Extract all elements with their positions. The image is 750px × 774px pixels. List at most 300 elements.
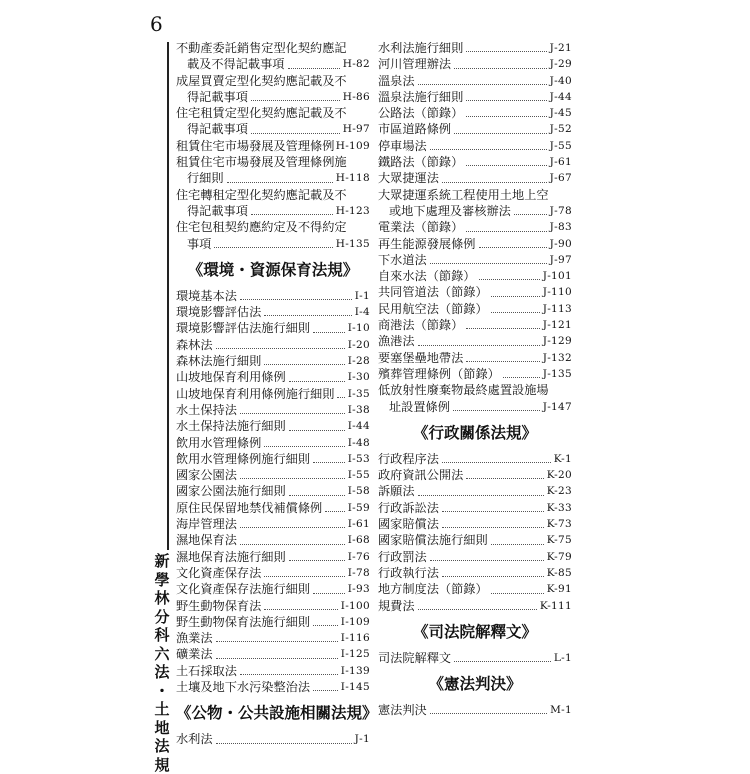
toc-entry-line — [378, 516, 572, 532]
toc-page-number: K-1 — [554, 451, 572, 467]
toc-entry-line — [378, 451, 572, 467]
toc-page-number: J-132 — [543, 350, 572, 366]
toc-entry-title: 行政罰法 — [378, 549, 427, 565]
toc-page-number: H-118 — [336, 170, 370, 186]
toc-entry-title: 文化資產保存法 — [176, 565, 261, 581]
toc-entry-line — [176, 386, 370, 402]
toc-entry-title: 或地下處理及審核辦法 — [378, 203, 511, 219]
spine-char: 六 — [152, 645, 172, 664]
toc-page-number: K-73 — [547, 516, 572, 532]
toc-entry-title: 河川管理辦法 — [378, 56, 451, 72]
toc-entry-line — [378, 532, 572, 548]
toc-entry-title: 國家公園法 — [176, 467, 237, 483]
toc-entry-title: 森林法 — [176, 337, 213, 353]
dot-leader — [264, 364, 345, 365]
toc-page-number: I-4 — [355, 304, 370, 320]
toc-entry-line — [378, 317, 572, 333]
toc-entry-title: 環境影響評估法 — [176, 304, 261, 320]
dot-leader — [479, 247, 547, 248]
toc-entry-line — [378, 284, 572, 300]
toc-page-number: I-109 — [341, 614, 370, 630]
section-heading: 《公物・公共設施相關法規》 — [176, 695, 370, 731]
spine-char: 地 — [152, 719, 172, 738]
spine-title — [152, 552, 172, 774]
toc-entry-line — [176, 451, 370, 467]
dot-leader — [264, 315, 352, 316]
toc-entry-line — [176, 646, 370, 662]
toc-entry-line — [378, 40, 572, 56]
toc-page-number: I-48 — [348, 435, 370, 451]
toc-entry-title: 漁港法 — [378, 333, 415, 349]
toc-entry-title: 住宅轉租定型化契約應記載及不 — [176, 187, 347, 203]
toc-entry-line — [176, 402, 370, 418]
toc-entry-line — [378, 581, 572, 597]
dot-leader — [466, 165, 547, 166]
toc-page-number: M-1 — [550, 702, 572, 718]
toc-page-number: J-113 — [543, 301, 572, 317]
toc-entry-title: 野生動物保育法施行細則 — [176, 614, 310, 630]
toc-page-number: H-123 — [336, 203, 370, 219]
toc-entry-line — [378, 350, 572, 366]
dot-leader — [216, 658, 338, 659]
toc-entry-line — [176, 731, 370, 747]
toc-entry-title: 溫泉法施行細則 — [378, 89, 463, 105]
section-heading: 《行政關係法規》 — [378, 415, 572, 451]
toc-entry-line — [378, 650, 572, 666]
toc-page-number: J-90 — [550, 236, 572, 252]
dot-leader — [313, 332, 345, 333]
toc-entry-title: 停車場法 — [378, 138, 427, 154]
toc-entry-line — [176, 500, 370, 516]
toc-entry-line — [176, 467, 370, 483]
dot-leader — [466, 116, 547, 117]
toc-page-number: I-58 — [348, 483, 370, 499]
toc-entry-line — [176, 435, 370, 451]
dot-leader — [454, 661, 551, 662]
toc-entry-line — [378, 598, 572, 614]
toc-page-number: K-91 — [547, 581, 572, 597]
spine-char: 法 — [152, 663, 172, 682]
toc-page-number: I-68 — [348, 532, 370, 548]
dot-leader — [418, 84, 547, 85]
toc-entry-line — [378, 236, 572, 252]
toc-entry-title: 環境基本法 — [176, 288, 237, 304]
toc-entry-line — [176, 581, 370, 597]
toc-entry-title: 殯葬管理條例（節錄） — [378, 366, 500, 382]
dot-leader — [442, 182, 547, 183]
dot-leader — [466, 100, 547, 101]
toc-entry-title: 民用航空法（節錄） — [378, 301, 488, 317]
toc-entry-title: 土石採取法 — [176, 663, 237, 679]
dot-leader — [216, 348, 345, 349]
toc-entry-title: 大眾捷運法 — [378, 170, 439, 186]
toc-entry-title: 憲法判決 — [378, 702, 427, 718]
toc-entry-title: 水土保持法 — [176, 402, 237, 418]
dot-leader — [337, 397, 345, 398]
toc-page-number: J-121 — [543, 317, 572, 333]
toc-page-number: H-109 — [336, 138, 370, 154]
toc-entry-title: 市區道路條例 — [378, 121, 451, 137]
toc-page-number: J-40 — [550, 73, 572, 89]
dot-leader — [251, 100, 340, 101]
toc-entry-line — [176, 203, 370, 219]
toc-entry-title: 租賃住宅市場發展及管理條例施 — [176, 154, 347, 170]
toc-page-number: H-135 — [336, 236, 370, 252]
toc-entry-line — [378, 187, 572, 203]
toc-left-column — [176, 40, 370, 748]
spine-char: 法 — [152, 737, 172, 756]
toc-page-number: I-10 — [348, 320, 370, 336]
toc-entry-line — [176, 337, 370, 353]
dot-leader — [466, 328, 540, 329]
toc-entry-line — [176, 73, 370, 89]
toc-entry-title: 租賃住宅市場發展及管理條例 — [176, 138, 334, 154]
toc-page-number: I-76 — [348, 549, 370, 565]
toc-entry-title: 下水道法 — [378, 252, 427, 268]
toc-right-column — [378, 40, 572, 718]
toc-page-number: I-44 — [348, 418, 370, 434]
toc-entry-title: 水利法施行細則 — [378, 40, 463, 56]
toc-entry-title: 土壤及地下水污染整治法 — [176, 679, 310, 695]
dot-leader — [466, 51, 547, 52]
dot-leader — [454, 68, 547, 69]
toc-entry-line — [176, 614, 370, 630]
toc-page-number: I-125 — [341, 646, 370, 662]
toc-page-number: J-147 — [543, 399, 572, 415]
toc-page-number: K-85 — [547, 565, 572, 581]
dot-leader — [227, 182, 333, 183]
toc-entry-line — [378, 483, 572, 499]
toc-entry-title: 址設置條例 — [378, 399, 450, 415]
dot-leader — [240, 544, 345, 545]
dot-leader — [466, 361, 540, 362]
toc-entry-line — [378, 565, 572, 581]
toc-page-number: J-67 — [550, 170, 572, 186]
toc-entry-line — [176, 236, 370, 252]
dot-leader — [240, 413, 345, 414]
toc-entry-line — [378, 268, 572, 284]
dot-leader — [418, 345, 540, 346]
toc-page-number: I-59 — [348, 500, 370, 516]
toc-entry-title: 行政程序法 — [378, 451, 439, 467]
dot-leader — [491, 296, 540, 297]
toc-page-number: H-97 — [343, 121, 370, 137]
dot-leader — [430, 713, 547, 714]
dot-leader — [430, 263, 547, 264]
toc-entry-line — [378, 89, 572, 105]
toc-page-number: I-20 — [348, 337, 370, 353]
toc-entry-title: 政府資訊公開法 — [378, 467, 463, 483]
toc-page-number: K-75 — [547, 532, 572, 548]
toc-entry-line — [378, 56, 572, 72]
toc-entry-title: 溫泉法 — [378, 73, 415, 89]
dot-leader — [418, 609, 537, 610]
toc-page-number: J-45 — [550, 105, 572, 121]
dot-leader — [264, 446, 345, 447]
toc-page-number: I-93 — [348, 581, 370, 597]
toc-entry-title: 國家賠償法施行細則 — [378, 532, 488, 548]
toc-entry-title: 原住民保留地禁伐補償條例 — [176, 500, 322, 516]
dot-leader — [503, 377, 540, 378]
toc-entry-line — [378, 170, 572, 186]
toc-entry-line — [176, 320, 370, 336]
dot-leader — [479, 279, 540, 280]
toc-page-number: J-101 — [543, 268, 572, 284]
dot-leader — [491, 312, 540, 313]
dot-leader — [466, 231, 547, 232]
toc-entry-line — [176, 483, 370, 499]
toc-entry-line — [378, 219, 572, 235]
toc-entry-title: 水土保持法施行細則 — [176, 418, 286, 434]
dot-leader — [430, 149, 547, 150]
toc-entry-line — [176, 353, 370, 369]
toc-entry-line — [176, 138, 370, 154]
toc-page-number: J-52 — [550, 121, 572, 137]
toc-entry-title: 行細則 — [176, 170, 224, 186]
toc-entry-line — [176, 369, 370, 385]
toc-entry-line — [378, 333, 572, 349]
toc-entry-line — [176, 549, 370, 565]
spine-char: ・ — [152, 682, 172, 701]
toc-page-number: J-61 — [550, 154, 572, 170]
dot-leader — [491, 544, 544, 545]
dot-leader — [264, 609, 338, 610]
spine-char: 新 — [152, 552, 172, 571]
toc-entry-title: 不動產委託銷售定型化契約應記 — [176, 40, 347, 56]
toc-entry-title: 規費法 — [378, 598, 415, 614]
toc-entry-title: 野生動物保育法 — [176, 598, 261, 614]
toc-entry-title: 海岸管理法 — [176, 516, 237, 532]
toc-entry-title: 大眾捷運系統工程使用土地上空 — [378, 187, 549, 203]
toc-entry-line — [176, 663, 370, 679]
toc-page-number: I-61 — [348, 516, 370, 532]
toc-entry-line — [378, 138, 572, 154]
toc-entry-line — [378, 467, 572, 483]
toc-entry-title: 飲用水管理條例 — [176, 435, 261, 451]
toc-page-number: I-100 — [341, 598, 370, 614]
dot-leader — [251, 214, 333, 215]
page-number: 6 — [150, 12, 163, 36]
dot-leader — [418, 495, 544, 496]
dot-leader — [264, 576, 345, 577]
toc-entry-line — [378, 121, 572, 137]
toc-entry-title: 公路法（節錄） — [378, 105, 463, 121]
dot-leader — [240, 299, 352, 300]
toc-entry-line — [176, 598, 370, 614]
toc-page-number: K-33 — [547, 500, 572, 516]
section-heading: 《司法院解釋文》 — [378, 614, 572, 650]
toc-page-number: I-30 — [348, 369, 370, 385]
toc-entry-title: 再生能源發展條例 — [378, 236, 476, 252]
spine-char: 分 — [152, 608, 172, 627]
toc-entry-line — [378, 252, 572, 268]
toc-entry-title: 要塞堡壘地帶法 — [378, 350, 463, 366]
dot-leader — [289, 560, 345, 561]
toc-entry-title: 得記載事項 — [176, 203, 248, 219]
toc-entry-line — [176, 304, 370, 320]
toc-page-number: I-145 — [341, 679, 370, 695]
dot-leader — [240, 527, 345, 528]
toc-entry-line — [176, 89, 370, 105]
dot-leader — [216, 743, 352, 744]
toc-page-number: I-38 — [348, 402, 370, 418]
toc-page-number: H-82 — [343, 56, 370, 72]
dot-leader — [289, 430, 345, 431]
dot-leader — [216, 641, 338, 642]
toc-entry-title: 電業法（節錄） — [378, 219, 463, 235]
toc-entry-title: 山坡地保育利用條例施行細則 — [176, 386, 334, 402]
toc-entry-title: 水利法 — [176, 731, 213, 747]
dot-leader — [313, 462, 345, 463]
toc-entry-line — [176, 170, 370, 186]
toc-page-number: J-29 — [550, 56, 572, 72]
toc-page-number: J-83 — [550, 219, 572, 235]
toc-entry-title: 訴願法 — [378, 483, 415, 499]
toc-entry-title: 低放射性廢棄物最終處置設施場 — [378, 382, 549, 398]
dot-leader — [454, 133, 547, 134]
toc-entry-title: 礦業法 — [176, 646, 213, 662]
spine-char: 學 — [152, 571, 172, 590]
toc-entry-title: 載及不得記載事項 — [176, 56, 285, 72]
spine-char: 土 — [152, 700, 172, 719]
toc-entry-title: 國家公園法施行細則 — [176, 483, 286, 499]
dot-leader — [313, 690, 338, 691]
toc-entry-title: 飲用水管理條例施行細則 — [176, 451, 310, 467]
toc-entry-title: 山坡地保育利用條例 — [176, 369, 286, 385]
toc-entry-line — [176, 187, 370, 203]
toc-page-number: I-1 — [355, 288, 370, 304]
toc-entry-title: 司法院解釋文 — [378, 650, 451, 666]
toc-entry-line — [378, 549, 572, 565]
dot-leader — [240, 478, 345, 479]
dot-leader — [313, 593, 345, 594]
dot-leader — [442, 511, 544, 512]
toc-page-number: J-21 — [550, 40, 572, 56]
toc-entry-line — [176, 565, 370, 581]
dot-leader — [491, 593, 544, 594]
toc-entry-line — [176, 516, 370, 532]
toc-entry-line — [176, 219, 370, 235]
toc-entry-line — [176, 121, 370, 137]
toc-page-number: J-44 — [550, 89, 572, 105]
toc-entry-line — [378, 203, 572, 219]
dot-leader — [288, 68, 340, 69]
toc-entry-title: 森林法施行細則 — [176, 353, 261, 369]
dot-leader — [442, 576, 544, 577]
toc-entry-title: 住宅包租契約應約定及不得約定 — [176, 219, 347, 235]
dot-leader — [514, 214, 547, 215]
toc-entry-line — [176, 288, 370, 304]
toc-page-number: K-111 — [540, 598, 572, 614]
toc-page-number: K-79 — [547, 549, 572, 565]
toc-entry-title: 濕地保育法施行細則 — [176, 549, 286, 565]
toc-entry-line — [378, 105, 572, 121]
toc-entry-title: 得記載事項 — [176, 89, 248, 105]
toc-entry-line — [176, 56, 370, 72]
toc-entry-line — [176, 418, 370, 434]
dot-leader — [430, 560, 544, 561]
toc-entry-title: 住宅租賃定型化契約應記載及不 — [176, 105, 347, 121]
toc-page-number: L-1 — [554, 650, 572, 666]
dot-leader — [214, 247, 333, 248]
toc-page-number: J-110 — [543, 284, 572, 300]
toc-entry-line — [378, 702, 572, 718]
toc-entry-line — [176, 154, 370, 170]
toc-entry-title: 共同管道法（節錄） — [378, 284, 488, 300]
toc-entry-title: 環境影響評估法施行細則 — [176, 320, 310, 336]
dot-leader — [251, 133, 340, 134]
toc-entry-line — [176, 532, 370, 548]
toc-entry-line — [176, 40, 370, 56]
toc-entry-title: 濕地保育法 — [176, 532, 237, 548]
column-divider-line — [167, 42, 169, 550]
section-heading: 《環境・資源保育法規》 — [176, 252, 370, 288]
toc-entry-title: 國家賠償法 — [378, 516, 439, 532]
spine-char: 科 — [152, 626, 172, 645]
toc-entry-line — [378, 366, 572, 382]
toc-page-number: J-78 — [550, 203, 572, 219]
toc-entry-line — [378, 73, 572, 89]
toc-entry-line — [378, 382, 572, 398]
toc-entry-title: 自來水法（節錄） — [378, 268, 476, 284]
toc-page-number: J-1 — [355, 731, 370, 747]
dot-leader — [240, 674, 338, 675]
toc-entry-title: 文化資產保存法施行細則 — [176, 581, 310, 597]
toc-page-number: I-35 — [348, 386, 370, 402]
toc-page-number: I-78 — [348, 565, 370, 581]
toc-entry-title: 商港法（節錄） — [378, 317, 463, 333]
toc-entry-title: 成屋買賣定型化契約應記載及不 — [176, 73, 347, 89]
toc-page-number: J-135 — [543, 366, 572, 382]
toc-page-number: K-23 — [547, 483, 572, 499]
toc-entry-title: 得記載事項 — [176, 121, 248, 137]
toc-page-number: I-53 — [348, 451, 370, 467]
dot-leader — [442, 527, 544, 528]
dot-leader — [313, 625, 338, 626]
dot-leader — [289, 495, 345, 496]
dot-leader — [289, 381, 345, 382]
toc-page-number: K-20 — [547, 467, 572, 483]
toc-entry-title: 行政訴訟法 — [378, 500, 439, 516]
toc-entry-title: 鐵路法（節錄） — [378, 154, 463, 170]
toc-entry-title: 地方制度法（節錄） — [378, 581, 488, 597]
toc-page-number: J-97 — [550, 252, 572, 268]
toc-page-number: J-55 — [550, 138, 572, 154]
toc-entry-line — [176, 105, 370, 121]
spine-char: 林 — [152, 589, 172, 608]
toc-entry-title: 事項 — [176, 236, 211, 252]
toc-page-number: I-55 — [348, 467, 370, 483]
toc-entry-line — [176, 679, 370, 695]
toc-entry-line — [378, 500, 572, 516]
toc-entry-line — [176, 630, 370, 646]
toc-entry-line — [378, 301, 572, 317]
spine-char: 規 — [152, 756, 172, 774]
toc-entry-line — [378, 154, 572, 170]
toc-page-number: J-129 — [543, 333, 572, 349]
dot-leader — [453, 410, 540, 411]
toc-entry-line — [378, 399, 572, 415]
toc-entry-title: 漁業法 — [176, 630, 213, 646]
section-heading: 《憲法判決》 — [378, 666, 572, 702]
toc-page-number: I-28 — [348, 353, 370, 369]
toc-page-number: I-116 — [341, 630, 370, 646]
dot-leader — [442, 462, 551, 463]
toc-entry-title: 行政執行法 — [378, 565, 439, 581]
dot-leader — [325, 511, 345, 512]
toc-page-number: H-86 — [343, 89, 370, 105]
dot-leader — [466, 478, 544, 479]
